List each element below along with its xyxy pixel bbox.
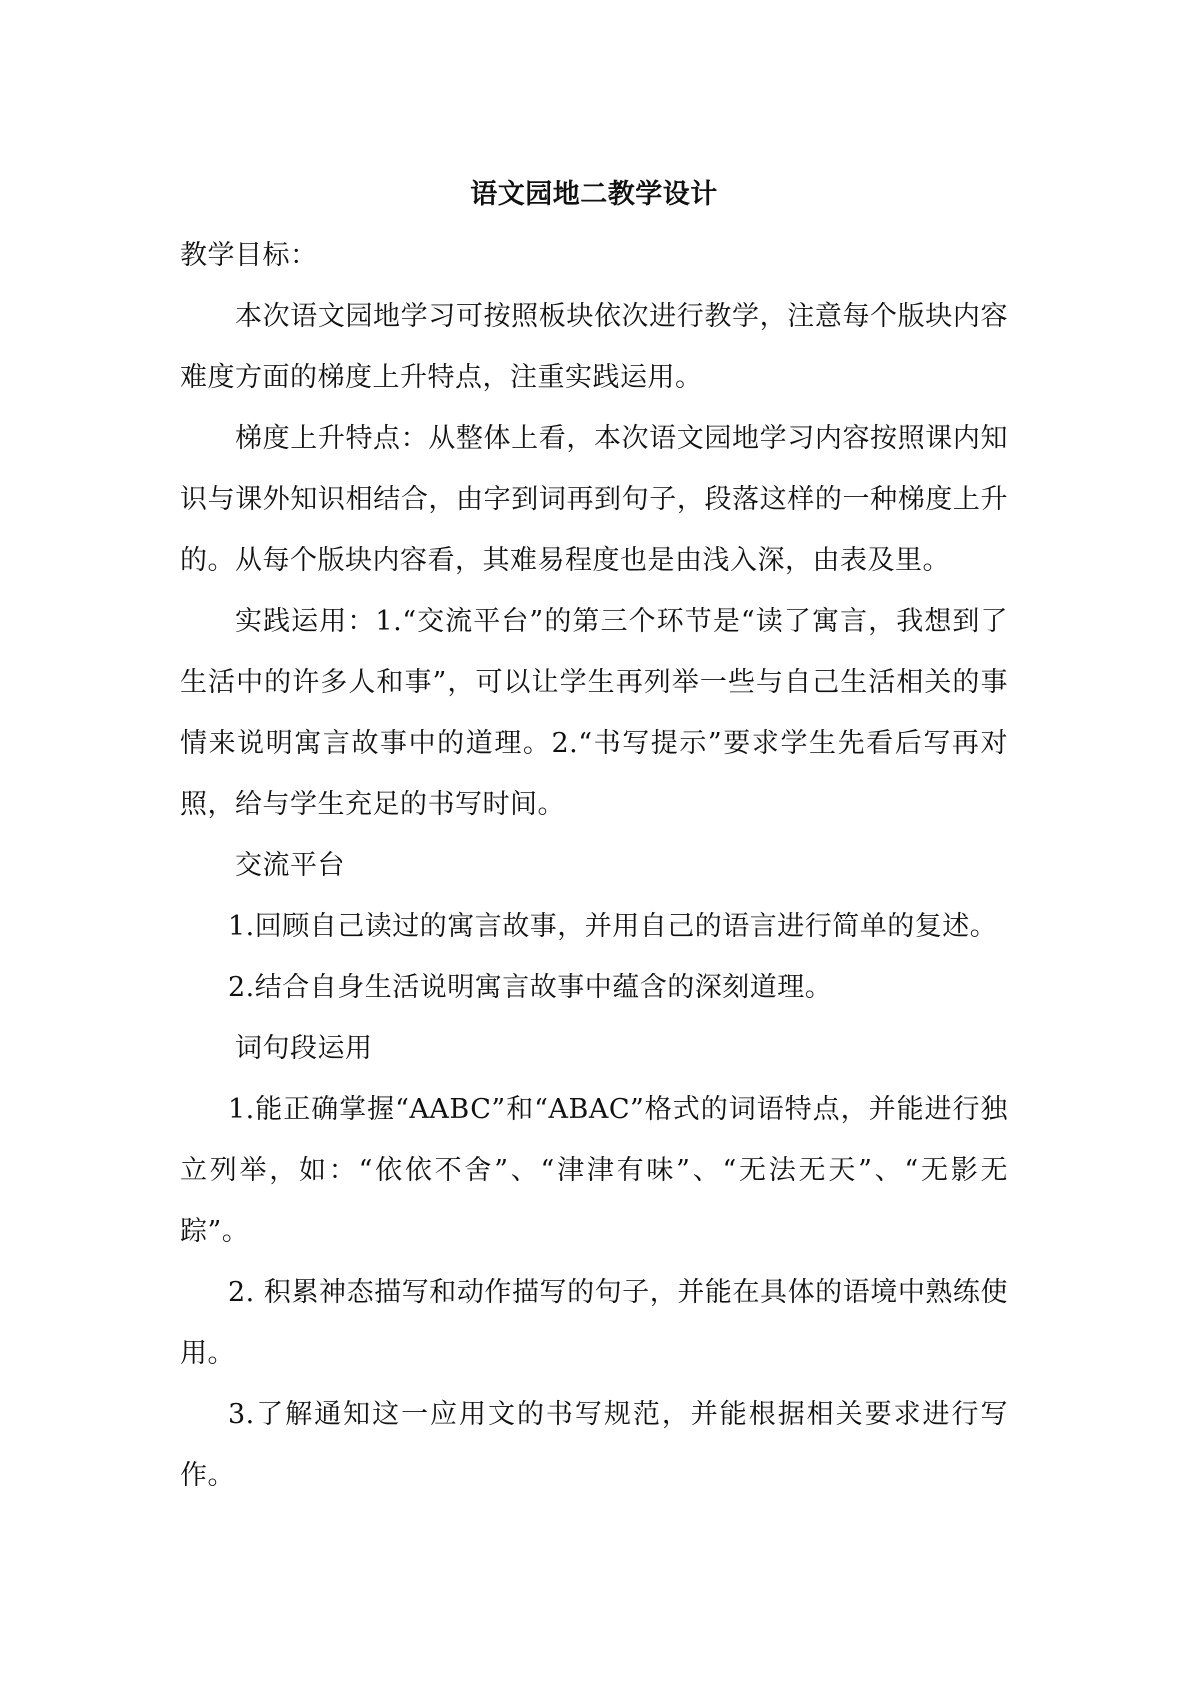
paragraph-overview: 本次语文园地学习可按照板块依次进行教学，注意每个版块内容难度方面的梯度上升特点，注重实践运用。 <box>180 301 1008 393</box>
paragraph-gradient: 梯度上升特点：从整体上看，本次语文园地学习内容按照课内知识与课外知识相结合，由字到词再到句子，段落这样的一种梯度上升的。从每个版块内容看，其难易程度也是由浅入深，由表及里。 <box>180 423 1008 576</box>
paragraph-practice: 实践运用：1.“交流平台”的第三个环节是“读了寓言，我想到了生活中的许多人和事”，可以让学生再列举一些与自己生活相关的事情来说明寓言故事中的道理。2.“书写提示”要求学生先看后写再对照，给与学生充足的书写时间。 <box>180 606 1008 820</box>
exchange-item-1: 1.回顾自己读过的寓言故事，并用自己的语言进行简单的复述。 <box>228 911 998 942</box>
words-item-1: 1.能正确掌握“AABC”和“ABAC”格式的词语特点，并能进行独立列举，如：“依依不舍”、“津津有味”、“无法无天”、“无影无踪”。 <box>180 1094 1008 1247</box>
exchange-item-2: 2.结合自身生活说明寓言故事中蕴含的深刻道理。 <box>228 972 833 1003</box>
words-item-3: 3.了解通知这一应用文的书写规范，并能根据相关要求进行写作。 <box>180 1399 1008 1491</box>
objectives-label: 教学目标： <box>180 240 318 271</box>
document-title: 语文园地二教学设计 <box>470 179 718 210</box>
section-heading-exchange: 交流平台 <box>235 850 345 881</box>
section-heading-words: 词句段运用 <box>235 1033 373 1064</box>
document-body <box>180 165 1008 1506</box>
words-item-2: 2. 积累神态描写和动作描写的句子，并能在具体的语境中熟练使用。 <box>180 1277 1008 1369</box>
